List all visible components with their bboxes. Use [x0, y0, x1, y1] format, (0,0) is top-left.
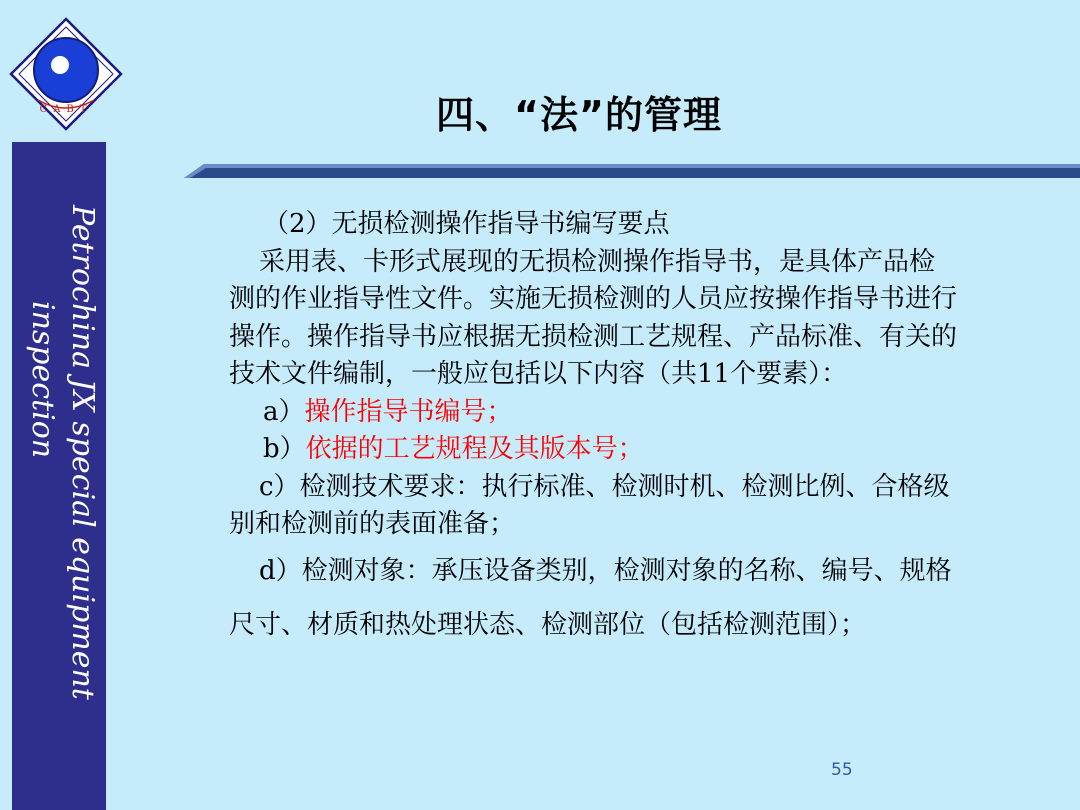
title-divider — [176, 164, 1080, 178]
list-item-b — [229, 431, 959, 469]
sidebar-text-line2: inspection — [25, 301, 60, 459]
list-item-a-text: 操作指导书编号； — [304, 396, 513, 427]
list-item-d: d）检测对象：承压设备类别，检测对象的名称、编号、规格尺寸、材质和热处理状态、检测部位（包括检测范围）； — [229, 555, 952, 640]
logo-icon — [8, 16, 124, 132]
page-title: 四、“法”的管理 — [436, 93, 722, 137]
list-item-b-prefix: b） — [263, 434, 306, 464]
list-item-b-text: 依据的工艺规程及其版本号； — [305, 434, 644, 464]
logo-text: CABT — [39, 104, 93, 115]
content-body — [229, 206, 959, 652]
list-item-c: c）检测技术要求：执行标准、检测时机、检测比例、合格级别和检测前的表面准备； — [229, 471, 950, 539]
list-item-a — [229, 394, 959, 432]
section-heading: （2）无损检测操作指导书编写要点 — [263, 209, 670, 239]
sidebar-text-line1: Petrochina JX special equipment — [65, 205, 100, 700]
sidebar-text — [22, 205, 102, 700]
page-number: 55 — [831, 760, 853, 780]
list-item-a-prefix: a） — [263, 396, 305, 427]
intro-paragraph: 采用表、卡形式展现的无损检测操作指导书，是具体产品检测的作业指导性文件。实施无损检测的人员应按操作指导书进行操作。操作指导书应根据无损检测工艺规程、产品标准、有关的技术文件编制，一般应包括以下内容（共11个要素）： — [229, 246, 958, 389]
